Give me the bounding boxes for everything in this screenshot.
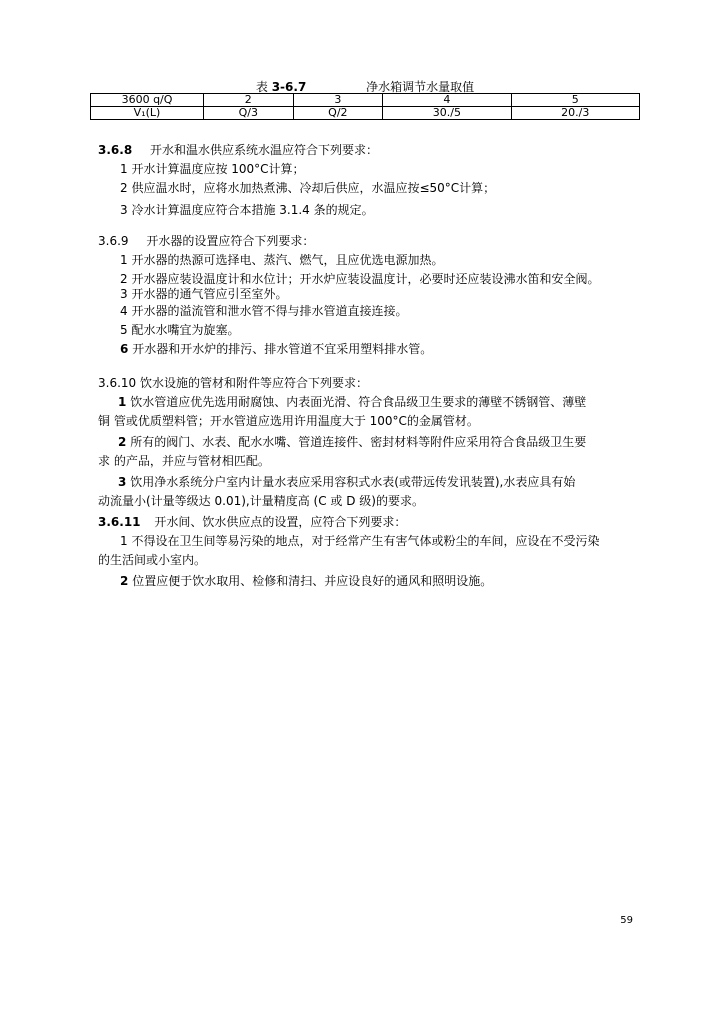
table-cell: 3 — [293, 94, 383, 107]
table-cell: 30./5 — [383, 107, 511, 120]
item-number: 6 — [120, 342, 129, 356]
section-title: 开水器的设置应符合下列要求： — [146, 234, 315, 248]
item-text: 位置应便于饮水取用、检修和清扫、并应设良好的通风和照明设施。 — [132, 574, 493, 588]
table-cell: 5 — [511, 94, 639, 107]
table-title: 净水箱调节水量取值 — [366, 80, 475, 94]
table-row — [91, 94, 640, 107]
table-cell: 4 — [383, 94, 511, 107]
list-item: 1 开水器的热源可选择电、蒸汽、燃气，且应优选电源加热。 — [120, 253, 444, 267]
table-cell: Q/2 — [293, 107, 383, 120]
section-heading — [98, 141, 638, 160]
paragraph-line — [98, 433, 638, 452]
paragraph-line: 1 不得设在卫生间等易污染的地点，对于经常产生有害气体或粉尘的车间，应设在不受污染 — [120, 534, 600, 548]
table-cell: 3600 q/Q — [91, 94, 204, 107]
section-number: 3.6.11 — [98, 515, 141, 529]
table-number: 3-6.7 — [271, 80, 307, 94]
page-number: 59 — [620, 915, 633, 926]
item-number: 3 — [118, 475, 127, 489]
section-3-6-9 — [98, 232, 638, 359]
item-number: 2 — [118, 435, 127, 449]
list-item: 3 冷水计算温度应符合本措施 3.1.4 条的规定。 — [120, 203, 374, 217]
section-title: 开水和温水供应系统水温应符合下列要求： — [150, 143, 379, 157]
table-cell: Q/3 — [204, 107, 294, 120]
item-number: 1 — [118, 395, 127, 409]
paragraph-line: 求 的产品，并应与管材相匹配。 — [98, 454, 270, 468]
list-item: 2 开水器应装设温度计和水位计；开水炉应装设温度计，必要时还应装设沸水笛和安全阀。 — [120, 272, 600, 286]
section-title: 开水间、饮水供应点的设置，应符合下列要求： — [154, 515, 407, 529]
section-number: 3.6.8 — [98, 143, 133, 157]
list-item: 3 开水器的通气管应引至室外。 — [120, 287, 288, 301]
section-3-6-8 — [98, 141, 638, 220]
section-heading: 3.6.10 饮水设施的管材和附件等应符合下列要求： — [98, 376, 368, 390]
paragraph-line — [98, 572, 638, 591]
item-text: 饮水管道应优先选用耐腐蚀、内表面光滑、符合食品级卫生要求的薄壁不锈钢管、薄壁 — [130, 395, 587, 409]
section-number: 3.6.9 — [98, 234, 129, 248]
section-3-6-10 — [98, 374, 638, 511]
table-cell: 2 — [204, 94, 294, 107]
paragraph-line: 铜 管或优质塑料管；开水管道应选用许用温度大于 100°C的金属管材。 — [98, 414, 479, 428]
paragraph-line — [98, 473, 638, 492]
item-text: 所有的阀门、水表、配水水嘴、管道连接件、密封材料等附件应采用符合食品级卫生要 — [130, 435, 587, 449]
item-number: 2 — [120, 574, 129, 588]
list-item: 1 开水计算温度应按 100°C计算； — [120, 162, 305, 176]
section-heading — [98, 232, 638, 251]
section-heading — [98, 513, 638, 532]
section-3-6-11 — [98, 513, 638, 591]
item-text: 开水器和开水炉的排污、排水管道不宜采用塑料排水管。 — [132, 342, 433, 356]
list-item: 2 供应温水时，应将水加热煮沸、冷却后供应，水温应按≤50°C计算； — [120, 181, 496, 195]
paragraph-line: 动流量小(计量等级达 0.01),计量精度高 (C 或 D 级)的要求。 — [98, 494, 424, 508]
table-prefix: 表 — [255, 80, 268, 94]
table-cell: V₁(L) — [91, 107, 204, 120]
list-item — [98, 340, 638, 359]
table-row — [91, 107, 640, 120]
paragraph-line — [98, 393, 638, 412]
storage-volume-table — [90, 93, 640, 120]
list-item: 4 开水器的溢流管和泄水管不得与排水管道直接连接。 — [120, 304, 408, 318]
table-cell: 20./3 — [511, 107, 639, 120]
item-text: 饮用净水系统分户室内计量水表应采用容积式水表(或带远传发讯装置),水表应具有始 — [130, 475, 576, 489]
paragraph-line: 的生活间或小室内。 — [98, 553, 207, 567]
list-item: 5 配水水嘴宜为旋塞。 — [120, 323, 240, 337]
